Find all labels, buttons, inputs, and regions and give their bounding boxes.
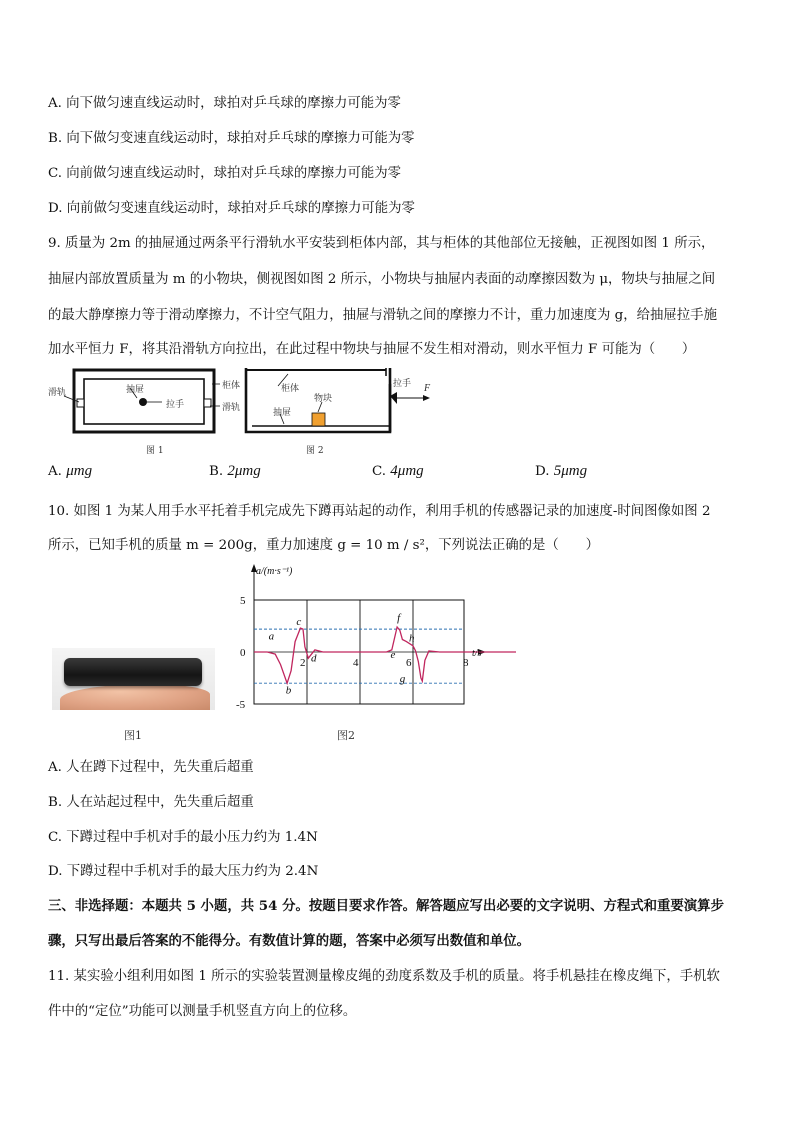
point-label-c: c bbox=[296, 615, 302, 628]
block bbox=[312, 413, 325, 426]
label-drawer: 抽屉 bbox=[126, 385, 145, 395]
q10-option-b: B. 人在站起过程中，先失重后超重 bbox=[48, 795, 254, 810]
q10-figure-1-caption: 图1 bbox=[124, 729, 142, 742]
q8-option-c: C. 向前做匀速直线运动时，球拍对乒乓球的摩擦力可能为零 bbox=[48, 166, 402, 181]
q9-line-2: 抽屉内部放置质量为 m 的小物块，侧视图如图 2 所示，小物块与抽屉内表面的动摩擦因数为 μ，物块与抽屉之间 bbox=[48, 272, 716, 287]
x-tick-label-4: 8 bbox=[463, 657, 469, 669]
left-rail bbox=[77, 399, 84, 407]
q9-option-d: D. 5μmg bbox=[535, 463, 588, 479]
label-handle-2: 拉手 bbox=[393, 379, 412, 389]
label-handle: 拉手 bbox=[166, 400, 185, 410]
x-tick-label-3: 6 bbox=[406, 657, 412, 669]
q9-figure-1 bbox=[44, 366, 234, 458]
point-label-h: h bbox=[409, 632, 415, 645]
label-rail-left: 滑轨 bbox=[48, 388, 67, 398]
right-rail bbox=[204, 399, 211, 407]
point-label-f: f bbox=[397, 611, 401, 624]
x-tick-label-0: 0 bbox=[240, 647, 246, 659]
q10-figure-2-caption: 图2 bbox=[337, 729, 355, 742]
point-label-d: d bbox=[310, 652, 317, 665]
hand bbox=[60, 684, 210, 710]
q8-option-b: B. 向下做匀变速直线运动时，球拍对乒乓球的摩擦力可能为零 bbox=[48, 131, 415, 146]
q11-line-1: 11. 某实验小组利用如图 1 所示的实验装置测量橡皮绳的劲度系数及手机的质量。将手机悬挂在橡皮绳下，手机软 bbox=[48, 969, 720, 984]
y-tick-label-5: 5 bbox=[240, 595, 246, 607]
q10-option-d: D. 下蹲过程中手机对手的最大压力约为 2.4N bbox=[48, 864, 319, 879]
q10-line-2: 所示，已知手机的质量 m = 200g，重力加速度 g = 10 m / s²，下列说法正确的是（ ） bbox=[48, 538, 599, 553]
x-axis-label: t/s bbox=[472, 648, 482, 659]
label-cabinet-2: 柜体 bbox=[281, 384, 300, 394]
label-drawer-2: 抽屉 bbox=[273, 408, 292, 418]
x-tick-label-1: 2 bbox=[300, 657, 306, 669]
point-label-a: a bbox=[268, 630, 275, 643]
point-label-b: b bbox=[285, 684, 292, 697]
label-rail-right: 滑轨 bbox=[222, 403, 241, 413]
label-cabinet: 柜体 bbox=[222, 381, 241, 391]
q10-option-a: A. 人在蹲下过程中，先失重后超重 bbox=[48, 760, 254, 775]
q10-line-1: 10. 如图 1 为某人用手水平托着手机完成先下蹲再站起的动作，利用手机的传感器记录的加速度-时间图像如图 2 bbox=[48, 504, 711, 519]
phone-photo bbox=[52, 648, 215, 710]
q9-line-4: 加水平恒力 F，将其沿滑轨方向拉出，在此过程中物块与抽屉不发生相对滑动，则水平恒力 F 可能为（ ） bbox=[48, 342, 696, 357]
label-force: F bbox=[424, 383, 431, 394]
point-label-g: g bbox=[399, 673, 406, 686]
figure-2-caption: 图 2 bbox=[306, 446, 324, 456]
section-3-heading-line-1: 三、非选择题：本题共 5 小题，共 54 分。按题目要求作答。解答题应写出必要的文字说明、方程式和重要演算步 bbox=[48, 898, 724, 914]
y-axis-label: a/(m·s⁻¹) bbox=[256, 566, 293, 577]
q9-line-1: 9. 质量为 2m 的抽屉通过两条平行滑轨水平安装到柜体内部，其与柜体的其他部位无接触，正视图如图 1 所示， bbox=[48, 236, 715, 251]
q9-option-c: C. 4μmg bbox=[372, 463, 424, 479]
q9-option-b: B. 2μmg bbox=[209, 463, 261, 479]
section-3-heading-line-2: 骤，只写出最后答案的不能得分。有数值计算的题，答案中必须写出数值和单位。 bbox=[48, 933, 531, 949]
handle-dot bbox=[139, 398, 147, 406]
point-label-e: e bbox=[390, 649, 396, 662]
q8-option-a: A. 向下做匀速直线运动时，球拍对乒乓球的摩擦力可能为零 bbox=[48, 96, 401, 111]
acceleration-chart bbox=[226, 562, 516, 722]
q8-option-d: D. 向前做匀变速直线运动时，球拍对乒乓球的摩擦力可能为零 bbox=[48, 201, 415, 216]
y-tick-label-neg5: -5 bbox=[236, 699, 246, 711]
q11-line-2: 件中的“定位”功能可以测量手机竖直方向上的位移。 bbox=[48, 1004, 357, 1019]
x-tick-label-2: 4 bbox=[353, 657, 359, 669]
q9-option-a: A. μmg bbox=[48, 463, 93, 479]
q9-line-3: 的最大静摩擦力等于滑动摩擦力，不计空气阻力，抽屉与滑轨之间的摩擦力不计，重力加速度为 g，给抽屉拉手施 bbox=[48, 308, 717, 323]
label-block: 物块 bbox=[314, 394, 333, 404]
figure-1-caption: 图 1 bbox=[146, 446, 164, 456]
force-arrowhead bbox=[423, 395, 430, 401]
q10-option-c: C. 下蹲过程中手机对手的最小压力约为 1.4N bbox=[48, 830, 318, 845]
phone bbox=[64, 658, 202, 686]
